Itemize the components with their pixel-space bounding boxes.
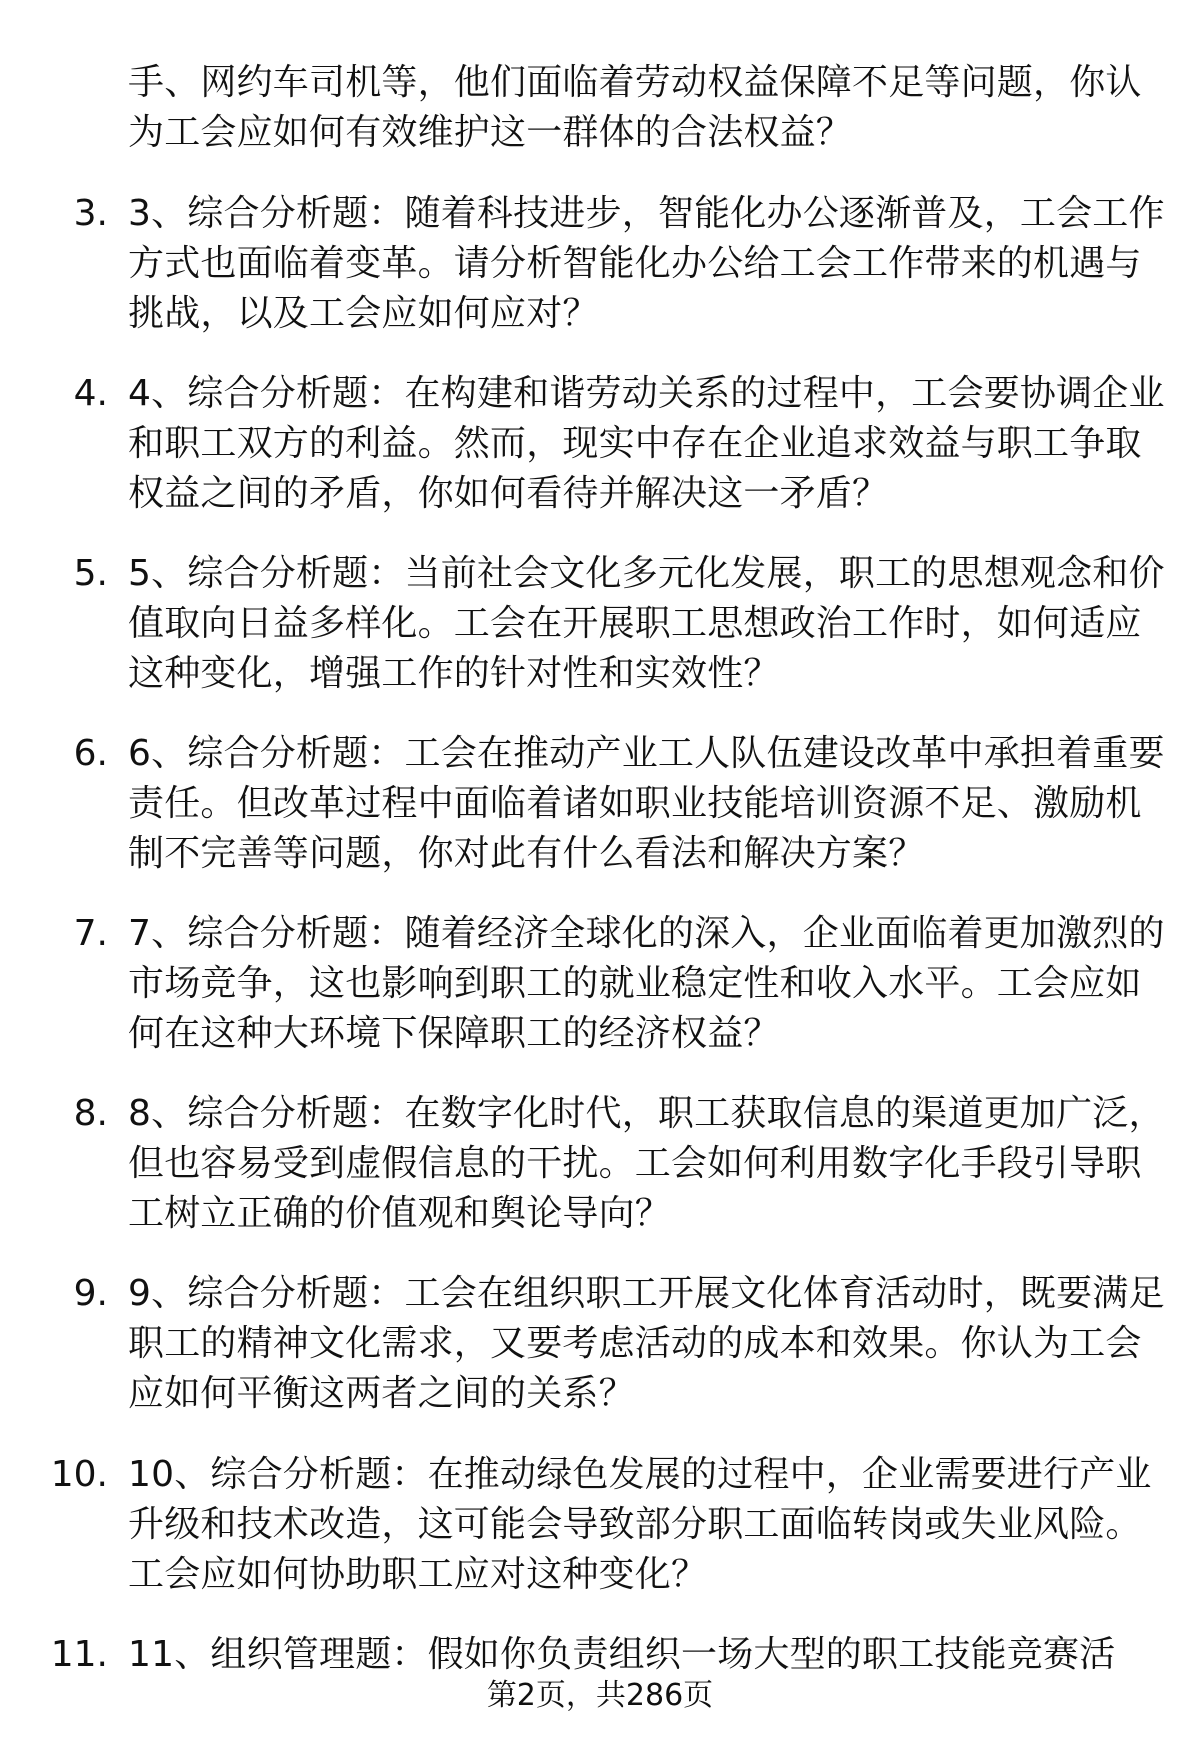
- text-line: 和职工双方的利益。然而，现实中存在企业追求效益与职工争取: [128, 423, 1142, 464]
- question-text: [128, 549, 1188, 699]
- list-number: 3.: [73, 193, 108, 234]
- text-line: 方式也面临着变革。请分析智能化办公给工会工作带来的机遇与: [128, 243, 1142, 284]
- text-line: 职工的精神文化需求，又要考虑活动的成本和效果。你认为工会: [128, 1323, 1142, 1364]
- text-line: 10、综合分析题：在推动绿色发展的过程中，企业需要进行产业: [128, 1454, 1152, 1495]
- list-number: 10.: [50, 1454, 108, 1495]
- text-line: 6、综合分析题：工会在推动产业工人队伍建设改革中承担着重要: [128, 733, 1165, 774]
- text-line: 市场竞争，这也影响到职工的就业稳定性和收入水平。工会应如: [128, 963, 1142, 1004]
- text-line: 工树立正确的价值观和舆论导向？: [128, 1193, 672, 1234]
- question-text: [128, 1450, 1188, 1600]
- text-line: 7、综合分析题：随着经济全球化的深入，企业面临着更加激烈的: [128, 913, 1165, 954]
- question-text: [128, 909, 1188, 1059]
- question-text: [128, 58, 1188, 158]
- text-line: 何在这种大环境下保障职工的经济权益？: [128, 1013, 780, 1054]
- text-line: 11、组织管理题：假如你负责组织一场大型的职工技能竞赛活: [128, 1634, 1116, 1675]
- list-number: 4.: [73, 373, 108, 414]
- text-line: 值取向日益多样化。工会在开展职工思想政治工作时，如何适应: [128, 603, 1142, 644]
- text-line: 手、网约车司机等，他们面临着劳动权益保障不足等问题，你认: [128, 62, 1142, 103]
- text-line: 工会应如何协助职工应对这种变化？: [128, 1554, 708, 1595]
- text-line: 为工会应如何有效维护这一群体的合法权益？: [128, 112, 853, 153]
- list-number: 7.: [73, 913, 108, 954]
- text-line: 挑战，以及工会应如何应对？: [128, 293, 599, 334]
- question-text: [128, 189, 1188, 339]
- text-line: 制不完善等问题，你对此有什么看法和解决方案？: [128, 833, 925, 874]
- question-text: [128, 1089, 1188, 1239]
- question-text: [128, 1630, 1188, 1680]
- text-line: 权益之间的矛盾，你如何看待并解决这一矛盾？: [128, 473, 889, 514]
- list-number: 11.: [50, 1634, 108, 1675]
- text-line: 9、综合分析题：工会在组织职工开展文化体育活动时，既要满足: [128, 1273, 1165, 1314]
- question-text: [128, 729, 1188, 879]
- list-number: 8.: [73, 1093, 108, 1134]
- text-line: 4、综合分析题：在构建和谐劳动关系的过程中，工会要协调企业: [128, 373, 1165, 414]
- text-line: 但也容易受到虚假信息的干扰。工会如何利用数字化手段引导职: [128, 1143, 1142, 1184]
- text-line: 3、综合分析题：随着科技进步，智能化办公逐渐普及，工会工作: [128, 193, 1165, 234]
- list-number: 5.: [73, 553, 108, 594]
- text-line: 责任。但改革过程中面临着诸如职业技能培训资源不足、激励机: [128, 783, 1142, 824]
- list-number: 6.: [73, 733, 108, 774]
- page-footer: 第2页，共286页: [486, 1678, 714, 1713]
- question-text: [128, 1269, 1188, 1419]
- text-line: 5、综合分析题：当前社会文化多元化发展，职工的思想观念和价: [128, 553, 1165, 594]
- text-line: 升级和技术改造，这可能会导致部分职工面临转岗或失业风险。: [128, 1504, 1142, 1545]
- text-line: 8、综合分析题：在数字化时代，职工获取信息的渠道更加广泛，: [128, 1093, 1165, 1134]
- question-text: [128, 369, 1188, 519]
- text-line: 应如何平衡这两者之间的关系？: [128, 1373, 635, 1414]
- text-line: 这种变化，增强工作的针对性和实效性？: [128, 653, 780, 694]
- list-number: 9.: [73, 1273, 108, 1314]
